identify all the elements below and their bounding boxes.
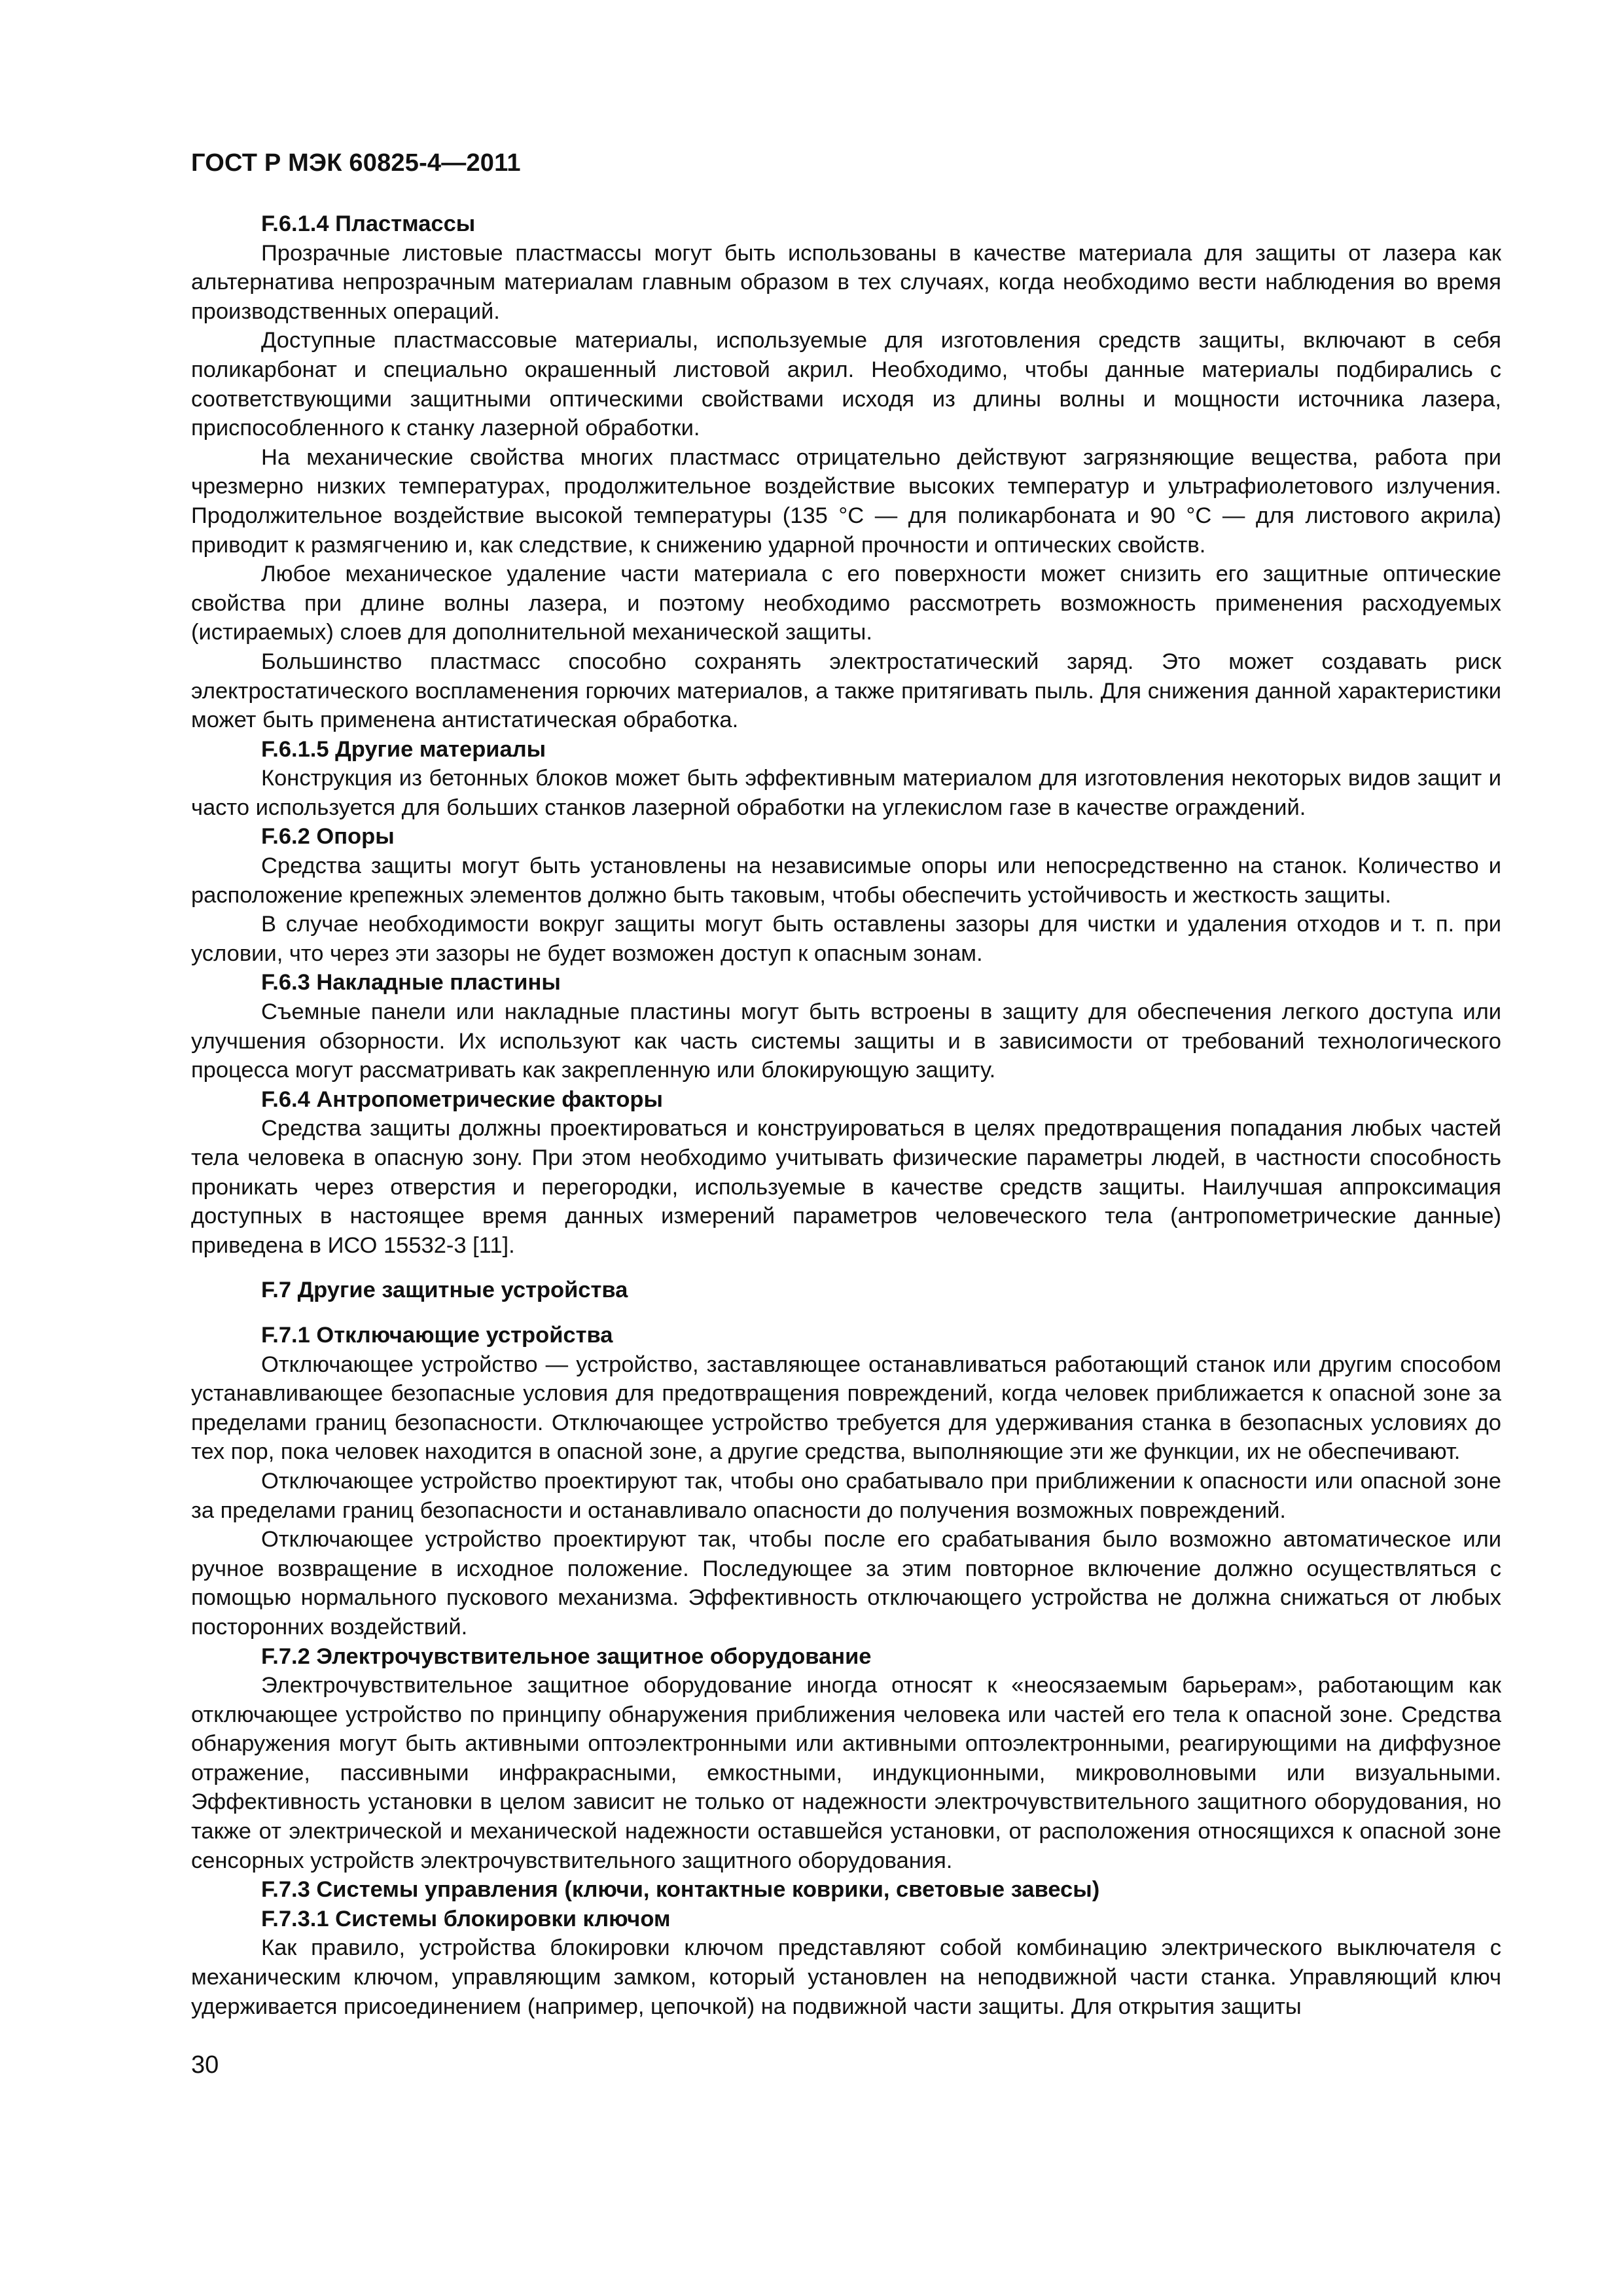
paragraph: Съемные панели или накладные пластины могут быть встроены в защиту для обеспечения легкого доступа или улучшения обзорности. Их используют как часть системы защиты и в зависимости от требований технологического процесса могут рассматривать как закрепленную или блокирующую защиту. xyxy=(191,999,1501,1083)
chapter-heading: F.7 Другие защитные устройства xyxy=(261,1278,628,1303)
section-heading: F.7.3.1 Системы блокировки ключом xyxy=(261,1906,671,1931)
paragraph: Отключающее устройство — устройство, заставляющее останавливаться работающий станок или другим способом устанавливающее безопасные условия для предотвращения повреждений, когда человек приближается к опасной зоне за пределами границ безопасности. Отключающее устройство требуется для удерживания станка в безопасных условиях до тех пор, пока человек находится в опасной зоне, а другие средства, выполняющие эти же функции, их не обеспечивают. xyxy=(191,1352,1501,1465)
paragraph: Средства защиты должны проектироваться и конструироваться в целях предотвращения попадания любых частей тела человека в опасную зону. При этом необходимо учитывать физические параметры людей, в частности способность проникать через отверстия и перегородки, используемые в качестве средств защиты. Наилучшая аппроксимация доступных в настоящее время данных измерений параметров человеческого тела (антропометрические данные) приведена в ИСО 15532-3 [11]. xyxy=(191,1116,1501,1258)
paragraph: В случае необходимости вокруг защиты могут быть оставлены зазоры для чистки и удаления отходов и т. п. при условии, что через эти зазоры не будет возможен доступ к опасным зонам. xyxy=(191,912,1501,966)
paragraph: Конструкция из бетонных блоков может быть эффективным материалом для изготовления некоторых видов защит и часто используется для больших станков лазерной обработки на углекислом газе в качестве ограждений. xyxy=(191,766,1501,820)
section-heading: F.7.2 Электрочувствительное защитное оборудование xyxy=(261,1643,872,1669)
section-heading: F.7.1 Отключающие устройства xyxy=(261,1322,613,1348)
section-heading: F.6.1.4 Пластмассы xyxy=(261,211,476,236)
section-heading: F.6.1.5 Другие материалы xyxy=(261,736,546,762)
paragraph: Большинство пластмасс способно сохранять электростатический заряд. Это может создавать риск электростатического воспламенения горючих материалов, а также притягивать пыль. Для снижения данной характеристики может быть применена антистатическая обработка. xyxy=(191,649,1501,733)
section-heading: F.6.4 Антропометрические факторы xyxy=(261,1086,663,1112)
paragraph: На механические свойства многих пластмасс отрицательно действуют загрязняющие вещества, работа при чрезмерно низких температурах, продолжительное воздействие высоких температур и ультрафиолетового излучения. Продолжительное воздействие высокой температуры (135 °C — для поликарбоната и 90 °C — для листового акрила) приводит к размягчению и, как следствие, к снижению ударной прочности и оптических свойств. xyxy=(191,444,1501,558)
paragraph: Отключающее устройство проектируют так, чтобы оно срабатывало при приближении к опасности или опасной зоне за пределами границ безопасности и останавливало опасности до получения возможных повреждений. xyxy=(191,1468,1501,1523)
section-heading: F.7.3 Системы управления (ключи, контактные коврики, световые завесы) xyxy=(261,1877,1100,1903)
paragraph: Доступные пластмассовые материалы, используемые для изготовления средств защиты, включают в себя поликарбонат и специально окрашенный листовой акрил. Необходимо, чтобы данные материалы подбирались с соответствующими защитными оптическими свойствами исходя из длины волны и мощности источника лазера, приспособленного к станку лазерной обработки. xyxy=(191,328,1501,441)
standard-header: ГОСТ Р МЭК 60825-4—2011 xyxy=(191,149,521,177)
paragraph: Отключающее устройство проектируют так, чтобы после его срабатывания было возможно автоматическое или ручное возвращение в исходное положение. Последующее за этим повторное включение должно осуществляться с помощью нормального пускового механизма. Эффективность отключающего устройства не должна снижаться от любых посторонних воздействий. xyxy=(191,1527,1501,1640)
paragraph: Любое механическое удаление части материала с его поверхности может снизить его защитные оптические свойства при длине волны лазера, и поэтому необходимо рассмотреть возможность применения расходуемых (истираемых) слоев для дополнительной механической защиты. xyxy=(191,562,1501,645)
paragraph: Средства защиты могут быть установлены на независимые опоры или непосредственно на станок. Количество и расположение крепежных элементов должно быть таковым, чтобы обеспечить устойчивость и жесткость защиты. xyxy=(191,853,1501,908)
page-number: 30 xyxy=(191,2051,219,2079)
paragraph: Прозрачные листовые пластмассы могут быть использованы в качестве материала для защиты от лазера как альтернатива непрозрачным материалам главным образом в тех случаях, когда необходимо вести наблюдения во время производственных операций. xyxy=(191,240,1501,324)
paragraph: Электрочувствительное защитное оборудование иногда относят к «неосязаемым барьерам», работающим как отключающее устройство по принципу обнаружения приближения человека или частей его тела к опасной зоне. Средства обнаружения могут быть активными оптоэлектронными или активными оптоэлектронными, реагирующими на диффузное отражение, пассивными инфракрасными, емкостными, индукционными, микроволновыми или визуальными. Эффективность установки в целом зависит не только от надежности электрочувствительного защитного оборудования, но также от электрической и механической надежности оставшейся установки, от расположения относящихся к опасной зоне сенсорных устройств электрочувствительного защитного оборудования. xyxy=(191,1673,1501,1873)
section-heading: F.6.2 Опоры xyxy=(261,824,395,850)
section-heading: F.6.3 Накладные пластины xyxy=(261,970,561,996)
document-body xyxy=(191,209,1501,2021)
paragraph: Как правило, устройства блокировки ключом представляют собой комбинацию электрического выключателя с механическим ключом, управляющим замком, который установлен на неподвижной части станка. Управляющий ключ удерживается присоединением (например, цепочкой) на подвижной части защиты. Для открытия защиты xyxy=(191,1935,1501,2019)
